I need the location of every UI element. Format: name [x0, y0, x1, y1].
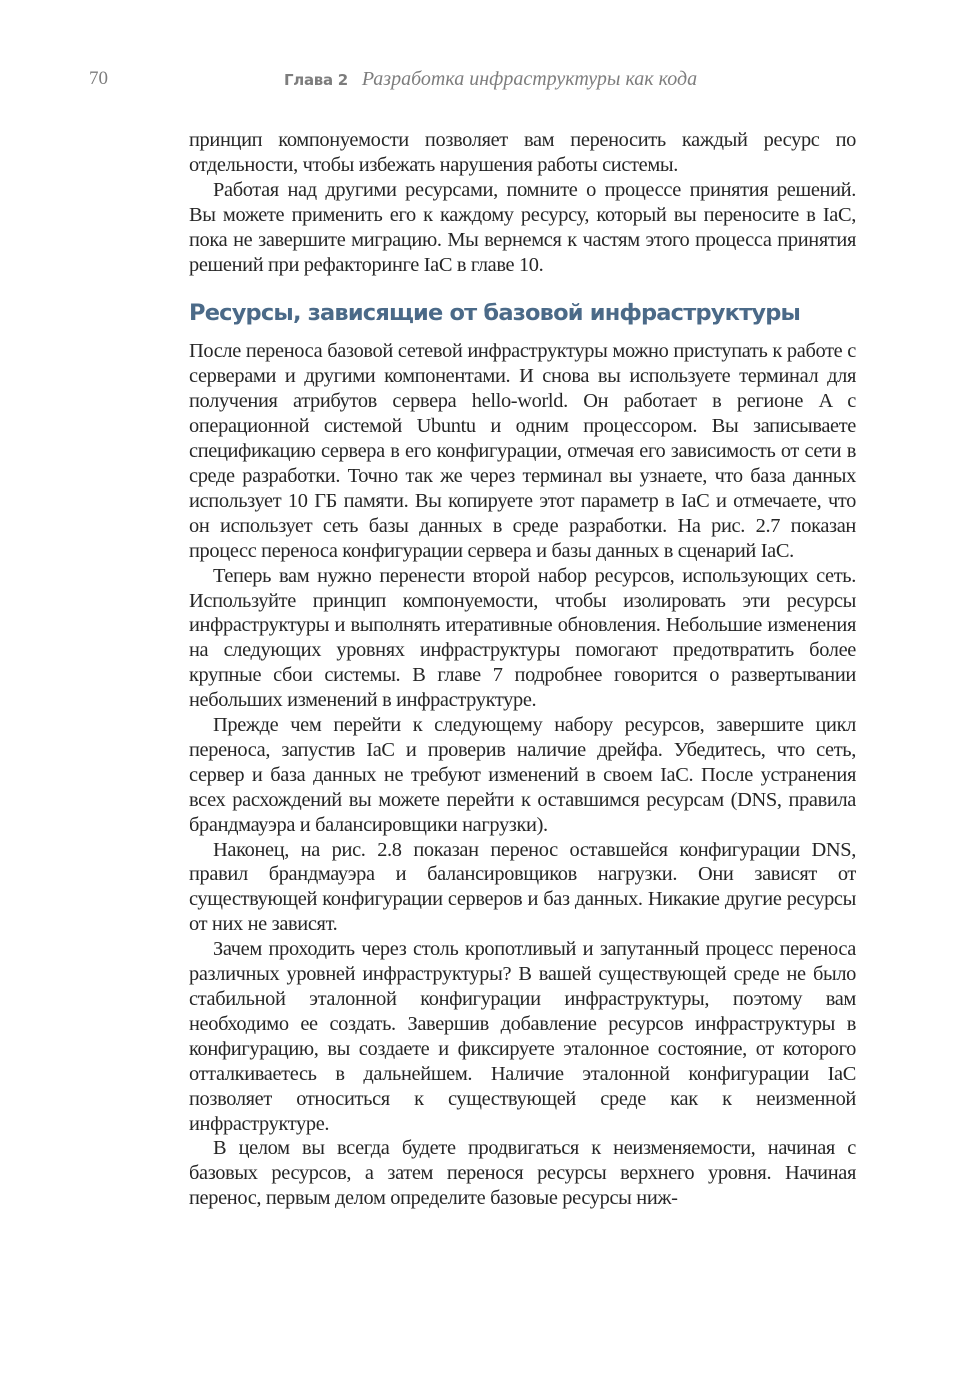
paragraph: Теперь вам нужно перенести второй набор ресурсов, использующих сеть. Используйте принцип компонуемости, чтобы изолировать эти ресурсы инфраструктуры и выполнять итеративные обновления. Небольшие изменения на следующих уровнях инфраструктуры помогают предотвратить более крупные сбои системы. В главе 7 подробнее говорится о развертывании небольших изменений в инфраструктуре. [189, 564, 856, 712]
running-head [284, 68, 697, 91]
paragraph: Работая над другими ресурсами, помните о процессе принятия решений. Вы можете применить его к каждому ресурсу, который вы переносите в IaC, пока не завершите миграцию. Мы вернемся к частям этого процесса принятия решений при рефакторинге IaC в главе 10. [189, 178, 856, 276]
paragraph: Зачем проходить через столь кропотливый и запутанный процесс переноса различных уровней инфраструктуры? В вашей существующей среде не было стабильной эталонной конфигурации инфраструктуры, поэтому вам необходимо ее создать. Завершив добавление ресурсов инфраструктуры в конфигурацию, вы создаете и фиксируете эталонное состояние, от которого отталкиваетесь в дальнейшем. Наличие эталонной конфигурации IaC позволяет относиться к существующей среде как к неизменной инфраструктуре. [189, 938, 856, 1135]
paragraph-continues: В целом вы всегда будете продвигаться к неизменяемости, начиная с базовых ресурсов, а затем перенося ресурсы верхнего уровня. Начиная перенос, первым делом определите базовые ресурсы ниж- [189, 1137, 856, 1210]
paragraph: Прежде чем перейти к следующему набору ресурсов, завершите цикл переноса, запустив IaC и проверив наличие дрейфа. Убедитесь, что сеть, сервер и база данных не требуют изменений в своем IaC. После устранения всех расхождений вы можете перейти к оставшимся ресурсам (DNS, правила брандмауэра и балансировщики нагрузки). [189, 714, 856, 836]
chapter-label: Глава 2 [284, 71, 348, 89]
section-heading: Ресурсы, зависящие от базовой инфраструктуры [189, 300, 801, 327]
paragraph: Наконец, на рис. 2.8 показан перенос оставшейся конфигурации DNS, правил брандмауэра и балансировщиков нагрузки. Они зависят от существующей конфигурации серверов и баз данных. Никакие другие ресурсы от них не зависят. [189, 838, 856, 936]
page-body [189, 128, 856, 1211]
chapter-title: Разработка инфраструктуры как кода [361, 68, 698, 90]
paragraph-continued: принцип компонуемости позволяет вам переносить каждый ресурс по отдельности, чтобы избежать нарушения работы системы. [189, 129, 856, 176]
paragraph: После переноса базовой сетевой инфраструктуры можно приступать к работе с серверами и другими компонентами. И снова вы используете терминал для получения атрибутов сервера hello-world. Он работает в регионе A с операционной системой Ubuntu и одним процессором. Вы записываете спецификацию сервера в его конфигурации, отмечая его зависимость от сети в среде разработки. Точно так же через терминал вы узнаете, что база данных использует 10 ГБ памяти. Вы копируете этот параметр в IaC и отмечаете, что он использует сеть базы данных в среде разработки. На рис. 2.7 показан процесс переноса конфигурации сервера и базы данных в сценарий IaC. [189, 340, 856, 562]
page-number: 70 [89, 68, 108, 89]
